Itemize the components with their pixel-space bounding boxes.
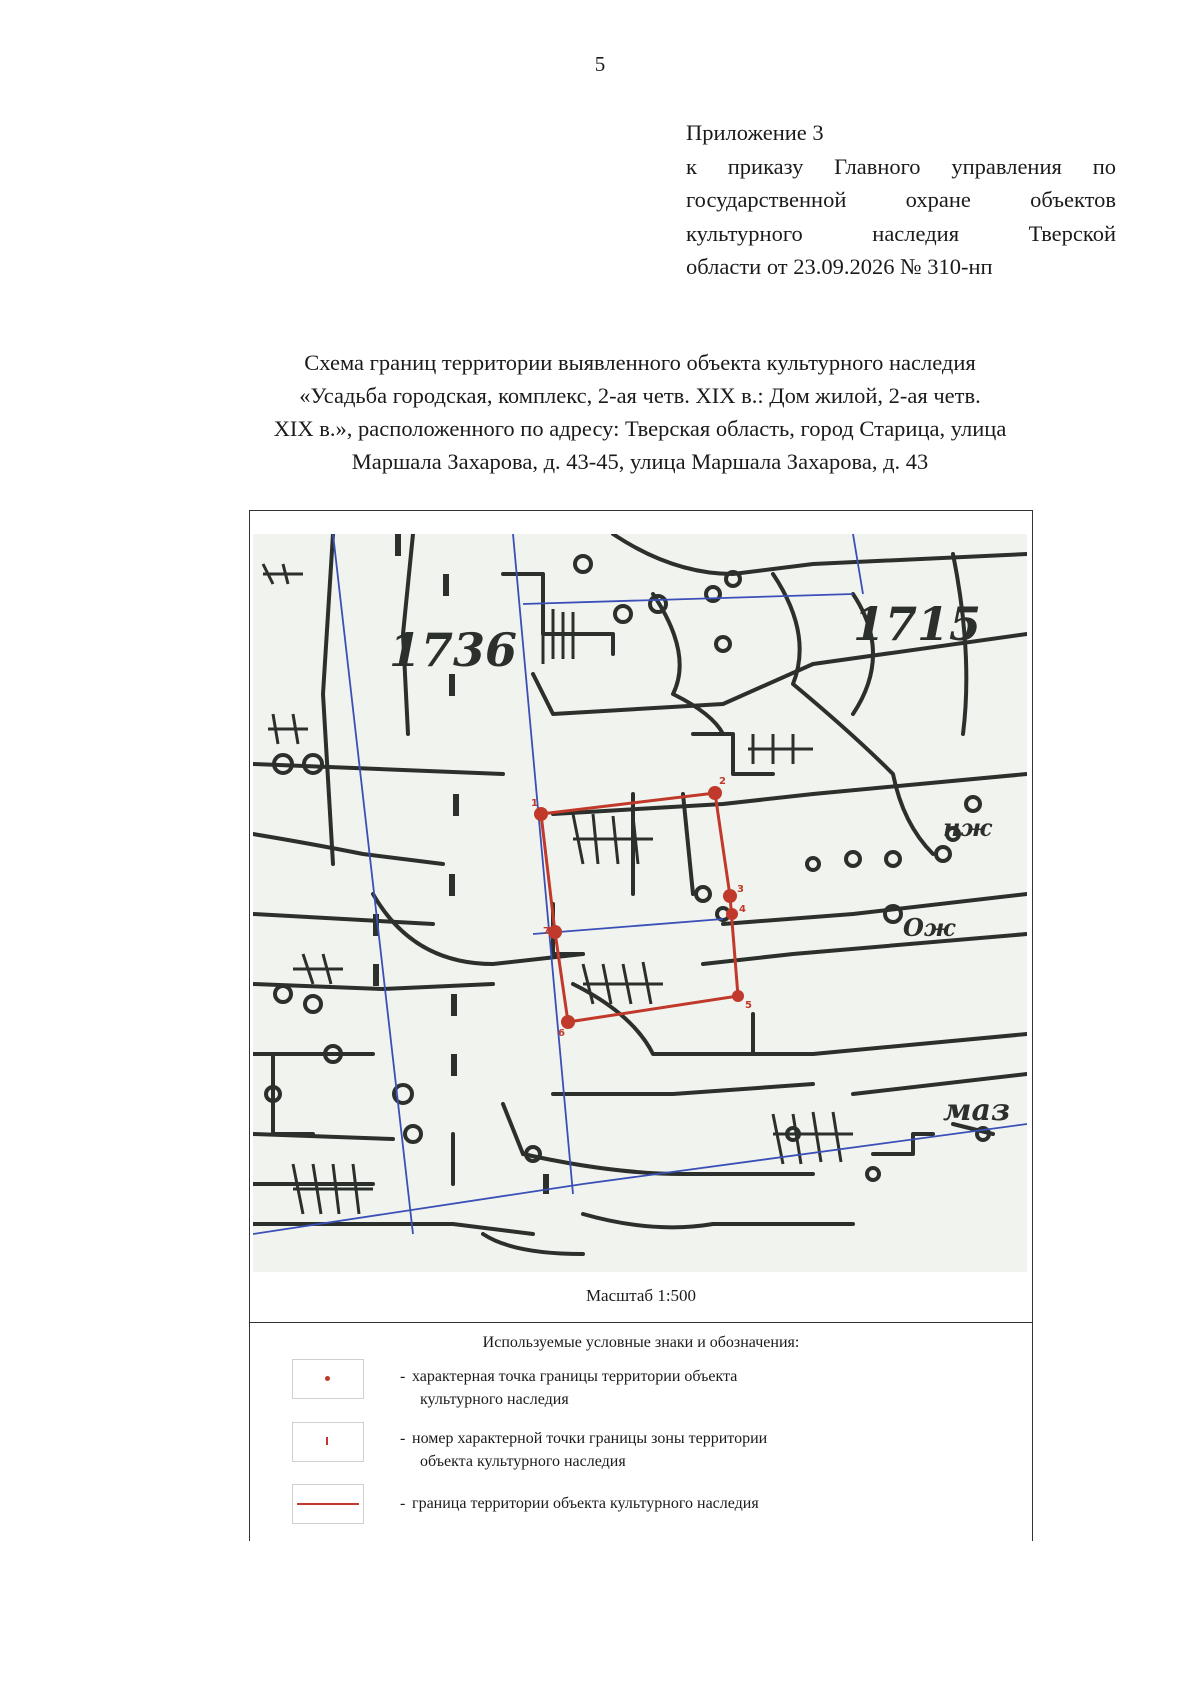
boundary-line-icon bbox=[292, 1484, 364, 1524]
appendix-line: культурного наследия Тверской bbox=[686, 220, 1116, 246]
boundary-point bbox=[732, 990, 744, 1002]
title-line: Маршала Захарова, д. 43-45, улица Маршала Захарова, д. 43 bbox=[351, 449, 929, 474]
map-scale: Масштаб 1:500 bbox=[585, 1286, 697, 1305]
point-number: 3 bbox=[737, 884, 744, 895]
title-line: Схема границ территории выявленного объекта культурного наследия bbox=[304, 350, 976, 375]
legend-item-line: граница территории объекта культурного наследия bbox=[412, 1495, 759, 1512]
map-label: Ож bbox=[903, 913, 956, 942]
legend-divider bbox=[249, 1322, 1033, 1323]
page-number: 5 bbox=[594, 52, 606, 76]
point-number: 4 bbox=[739, 904, 746, 915]
appendix-block bbox=[686, 116, 1116, 284]
point-number: 5 bbox=[745, 1000, 752, 1011]
legend-item bbox=[400, 1492, 912, 1515]
point-number-icon bbox=[292, 1422, 364, 1462]
map-block-number: 1736 bbox=[389, 623, 518, 677]
legend-dash: - bbox=[400, 1430, 406, 1447]
point-number: 2 bbox=[719, 776, 726, 787]
appendix-line: Приложение 3 bbox=[686, 120, 824, 145]
legend-title: Используемые условные знаки и обозначения: bbox=[482, 1334, 800, 1351]
title-line: XIX в.», расположенного по адресу: Тверская область, город Старица, улица bbox=[273, 416, 1007, 441]
legend-item-line: характерная точка границы территории объекта bbox=[412, 1368, 738, 1385]
boundary-point bbox=[548, 925, 562, 939]
title-line: «Усадьба городская, комплекс, 2-ая четв. XIX в.: Дом жилой, 2-ая четв. bbox=[299, 383, 981, 408]
appendix-line: области от 23.09.2026 № 310-нп bbox=[686, 254, 993, 279]
appendix-line: государственной охране объектов bbox=[686, 187, 1116, 212]
boundary-point-icon bbox=[292, 1359, 364, 1399]
legend-item-line: номер характерной точки границы зоны территории bbox=[412, 1430, 768, 1447]
legend-item bbox=[400, 1365, 912, 1411]
legend-item-line: культурного наследия bbox=[420, 1391, 569, 1408]
point-number: 6 bbox=[558, 1028, 565, 1039]
cadastral-map bbox=[253, 534, 1027, 1272]
boundary-point bbox=[726, 908, 738, 920]
boundary-point bbox=[723, 889, 737, 903]
appendix-line: к приказу Главного управления по bbox=[686, 153, 1116, 179]
boundary-point bbox=[708, 786, 722, 800]
document-title bbox=[160, 346, 1120, 478]
boundary-point bbox=[534, 807, 548, 821]
legend-dash: - bbox=[400, 1368, 406, 1385]
point-number: 1 bbox=[531, 798, 538, 809]
boundary-point bbox=[561, 1015, 575, 1029]
map-block-number: 1715 bbox=[853, 597, 982, 651]
legend-item bbox=[400, 1427, 912, 1473]
map-label: нж bbox=[943, 813, 992, 842]
point-number: 7 bbox=[543, 926, 550, 937]
legend-dash: - bbox=[400, 1495, 406, 1512]
legend-item-line: объекта культурного наследия bbox=[420, 1453, 626, 1470]
map-label: маз bbox=[943, 1093, 1011, 1128]
